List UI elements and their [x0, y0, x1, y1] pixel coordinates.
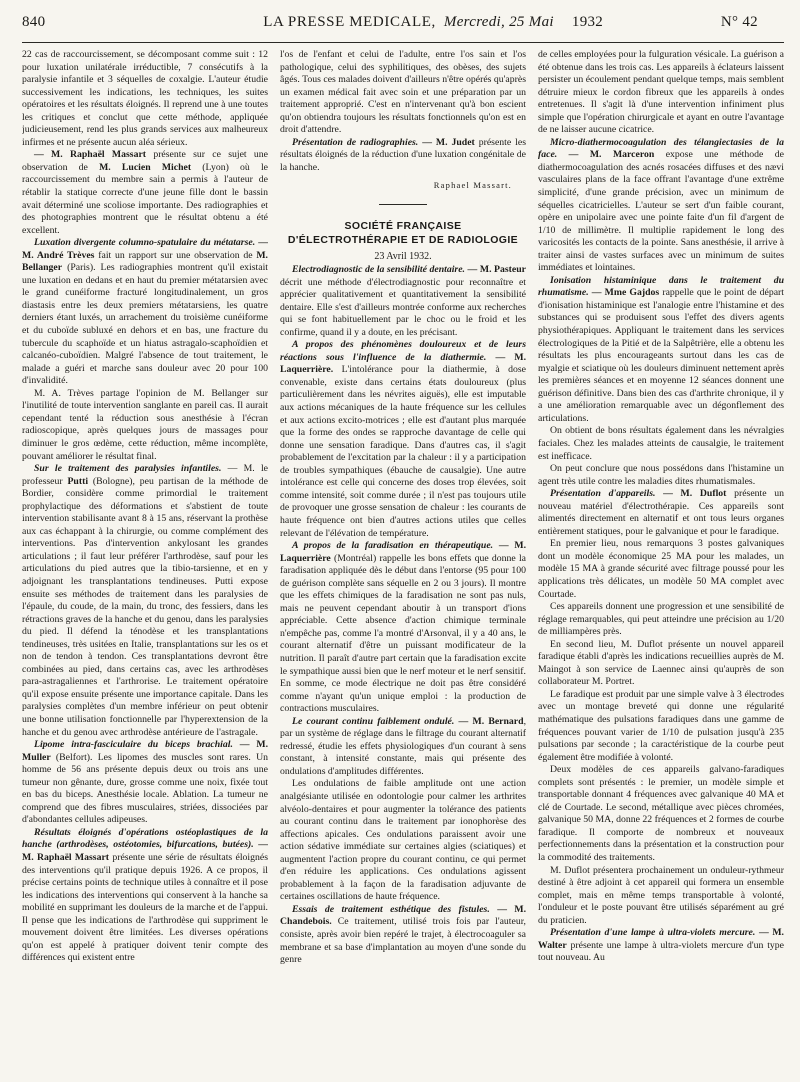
paragraph: Résultats éloignés d'opérations ostéoplastiques de la hanche (arthrodèses, ostéotomies, bifurcations, butées). — M. Raphaël Massart présente une série de résultats éloignés des interventions qu'il pratique depuis 1926. A ce propos, il précise certains points de technique utiles à connaître et il pose les indications des interventions qui conservent à la hanche sa mobilité en supprimant les douleurs de la marche et de l'appui. Il pense que les indications de l'arthrodèse qui suppriment le mouvement doivent être limitées. Les diverses opérations qu'on est appelé à pratiquer doivent tenir compte des différences qui existent entre — [22, 826, 268, 964]
section-heading: Résultats éloignés d'opérations ostéoplastiques de la hanche (arthrodèses, ostéotomies, bifurcations, butées). — [22, 826, 268, 851]
paragraph: En second lieu, M. Duflot présente un nouvel appareil faradique établi d'après les indications recueillies auprès de M. Maingot à son service de Laennec ainsi qu'auprès de son collaborateur M. Portret. — [538, 638, 784, 688]
section-heading: Ionisation histaminique dans le traitement du rhumatisme. — [538, 274, 784, 299]
issue-date: Mercredi, 25 Mai — [443, 14, 554, 30]
speaker-name: — Mme Gajdos — [588, 287, 660, 299]
speaker-name: — M. Pasteur — [465, 264, 526, 276]
meeting-date: 23 Avril 1932. — [374, 251, 432, 263]
section-heading: Lipome intra-fasciculaire du biceps brachial. — [34, 739, 233, 751]
speaker-name: — M. Chandebois. — [280, 903, 526, 928]
section-heading: A propos de la faradisation en thérapeutique. — [292, 540, 494, 552]
section-heading: Luxation divergente columno-spatulaire du métatarse. — [34, 237, 256, 249]
journal-title: LA PRESSE MEDICALE, — [263, 14, 436, 30]
paragraph: A propos de la faradisation en thérapeutique. — M. Laquerrière (Montréal) rappelle les bons effets que donne la faradisation appliquée dès le début dans l'entorse (95 pour 100 de guérison complète sans séquelle en 2 ou 3 jours). Il montre que les effets chimiques de la faradisation ne sont pas nuls, mais ne peuvent cependant aboutir à un transport d'ions appréciable. Cette absence d'action chimique terminale n'empêche pas, comme l'a montré d'Arsonval, il y a 40 ans, le courant alternatif d'être un puissant modificateur de la nutrition. Il paraît d'autre part certain que la faradisation excite le sympathique aussi bien que le nerf moteur et le nerf sensitif. En somme, ce mode électrique ne doit pas être considéré comme n'ayant qu'un unique emploi : la production de contractions musculaires. — [280, 540, 526, 715]
paragraph: l'os de l'enfant et celui de l'adulte, entre l'os sain et l'os pathologique, celui des syphilitiques, des obèses, des sujets âgés. Tous ces malades doivent d'ailleurs n'être opérés qu'après un examen médical fait avec soin et une préparation par un traitement approprié. C'est en n'intervenant qu'à bon escient qu'on obtiendra toujours les résultats fonctionnels qu'on est en droit d'attendre. — [280, 49, 526, 136]
paragraph: Lipome intra-fasciculaire du biceps brachial. — M. Muller (Belfort). Les lipomes des muscles sont rares. Un homme de 56 ans présente depuis deux ou trois ans une tumeur non gênante, dure, grosse comme une noix, fixée tout en bas du biceps. Anesthésie locale. Ablation. La tumeur ne comprend que des fibres musculaires, striées, dissociées par d'abondantes cellules adipeuses. — [22, 739, 268, 826]
column-3 — [538, 49, 784, 1071]
paragraph: Présentation de radiographies. — M. Judet présente les résultats éloignés de la réduction d'une luxation congénitale de la hanche. — [280, 136, 526, 173]
running-head — [22, 14, 784, 36]
paragraph: 22 cas de raccourcissement, se décomposant comme suit : 12 pour luxation unilatérale irréductible, 7 consécutifs à la paralysie infantile et 3 séquelles de coxalgie. L'auteur étudie successivement les indications, les techniques, les suites opératoires et les résultats éloignés. Il reprend une à une toutes les critiques et conclut que cette méthode, appliquée judicieusement, rend les plus grands services aux malheureux infirmes et ne présente aucun aléa sérieux. — [22, 49, 268, 148]
paragraph: Deux modèles de ces appareils galvano-faradiques complets sont présentés : le premier, un modèle simple et transportable donnant 4 fréquences avec galvanique 40 MA et clé de Courtade. Le second, métallique avec pièces chromées, galvanique 50 MA, donne 22 fréquences et 2 formes de courbe faradique. Il comporte de nombreux et nouveaux perfectionnements dans la présentation et la construction pour la commodité des traitements. — [538, 764, 784, 863]
paragraph: Luxation divergente columno-spatulaire du métatarse. — M. André Trèves fait un rapport sur une observation de M. Bellanger (Paris). Les radiographies montrent qu'il existait une luxation en dedans et en haut du premier métatarsien avec le grand cunéiforme fracturé longitudinalement, un gros diastasis entre les deux premiers métatarsiens, les quatre derniers étant luxés, un arrachement du troisième cunéiforme et du cuboïde subluxé en dehors et en bas, une fracture du tubercule du scaphoïde et un hiatus astragalo-scaphoïdien et calcanéo-cuboïdien. Malgré l'absence de tout traitement, le malade a guéri et marche sans douleur avec 20 pour 100 d'invalidité. — [22, 237, 268, 387]
issue-year: 1932 — [571, 14, 604, 30]
paragraph: Le faradique est produit par une simple valve à 3 électrodes avec un montage breveté qui donne une régularité mathématique des pulsations faradiques dans une gamme de fréquences pouvant varier de 1/10 de pulsation jusqu'à 235 pulsations par seconde ; la caractéristique de la courbe peut également être modifiée à volonté. — [538, 688, 784, 763]
speaker-name: — M. Walter — [538, 927, 784, 951]
speaker-name: — M. Raphaël Massart — [22, 839, 268, 863]
section-heading: Electrodiagnostic de la sensibilité dentaire. — [292, 264, 465, 276]
speaker-name: — M. Bernard — [454, 715, 524, 727]
section-divider — [379, 204, 427, 205]
report-signature: Raphael Massart. — [433, 180, 512, 191]
paragraph: A propos des phénomènes douloureux et de leurs réactions sous l'influence de la diathermie. — M. Laquerrière. L'intolérance pour la diathermie, à dose convenable, existe dans certains états douloureux (plus particulièrement dans les névrites aiguës), elle est imputable aux actions mécaniques de la haute fréquence sur les cellules et aux actions excito-motrices ; elle est d'autant plus marquée que la forme des ondes se rapproche davantage de celle qui donne une sensation faradique. Dans d'autres cas, il s'agit probablement de l'excitation par la chaleur : il y a participation de troubles sympathiques (ébauche de causalgie). Une autre intolérance est celle qui concerne des doses trop élevées, soit comme intensité, soit comme durée ; il n'est pas toujours utile de provoquer une grosse sensation de chaleur : les courants de haute fréquence ont bien d'autres actions utiles que celles relevant de l'élévation de température. — [280, 339, 526, 539]
paragraph: Essais de traitement esthétique des fistules. — M. Chandebois. Ce traitement, utilisé trois fois par l'auteur, consiste, après avoir bien repéré le trajet, à électrocoaguler sa membrane et sa base d'implantation au moyen d'une sonde du genre — [280, 903, 526, 966]
section-heading: Le courant continu faiblement ondulé. — [292, 715, 455, 727]
section-heading: A propos des phénomènes douloureux et de leurs réactions sous l'influence de la diathermie. — [280, 339, 526, 363]
paragraph: En premier lieu, nous remarquons 3 postes galvaniques dont un modèle économique 25 MA pour les malades, un modèle 15 MA à grande sécurité avec filtrage poussé pour les applications très délicates, un modèle 50 MA complet avec Courtade. — [538, 538, 784, 600]
paragraph: Sur le traitement des paralysies infantiles. — M. le professeur Putti (Bologne), peu partisan de la méthode de Bordier, considère comme primordial le traitement prophylactique des déformations et s'abstient de toute intervention stabilisante avant 8 à 15 ans, réservant la prothèse aux cas échappant à la chirurgie, ou comme complément des interventions. Pas d'intervention ankylosant les grandes articulations ; il faut leur préférer l'arthrodèse, sauf pour les articulations du pied autres que la tibio-tarsienne, et en y adjoignant les transplantations tendineuses. Putti expose ensuite ses méthodes de traitement dans les paralysies de l'épaule, du coude, de la main, du tronc, des fessiers, dans les rétractions graves de la hanche et du genou, dans les paralysies du pied. Il défend la ténodèse et les transplantations tendineuses, très usitées en Italie, transplantations sur les os et non de tendon à tendon. Ces transplantations devront être combinées au pied, dans certains cas, avec les arthrodèses para-astragaliennes et l'arthrorise. Le traitement opératoire qu'il expose ensuite présente une importance capitale. Dans les paralysies complètes d'un membre inférieur on peut obtenir une bonne utilisation fonctionnelle par l'hyperextension de la hanche et du genou avec arthrodèse antérieure de l'astragale. — [22, 463, 268, 738]
issue-number: N° 42 — [720, 14, 758, 30]
speaker-name: — M. Duflot — [655, 488, 727, 500]
speaker-name: — M. Judet — [418, 136, 475, 148]
paragraph: On peut conclure que nous possédons dans l'histamine un agent très utile contre les maladies dites rhumatismales. — [538, 463, 784, 487]
paragraph: M. A. Trèves partage l'opinion de M. Bellanger sur l'inutilité de toute intervention sanglante en pareil cas. Il aurait cependant tenté la réduction sous anesthésie à l'écran radioscopique, après quelques jours de massages pour diminuer le gros œdème, cette réduction, même incomplète, pouvant améliorer le résultat final. — [22, 387, 268, 462]
speaker-name: — M. André Trèves — [22, 237, 268, 261]
section-heading: Sur le traitement des paralysies infantiles. — [34, 463, 222, 475]
society-heading: SOCIÉTÉ FRANÇAISE D'ÉLECTROTHÉRAPIE ET DE RADIOLOGIE — [287, 220, 519, 247]
paragraph: On obtient de bons résultats également dans les névralgies faciales. Chez les malades atteints de causalgie, le traitement est inefficace. — [538, 425, 784, 462]
author-name: M. Bellanger — [22, 249, 268, 274]
speaker-name: — M. Muller — [22, 739, 268, 763]
speaker-name: Putti — [67, 475, 89, 487]
column-1 — [22, 49, 268, 1071]
paragraph: — M. Raphaël Massart présente sur ce sujet une observation de M. Lucien Michet (Lyon) où le raccourcissement du membre sain a permis à l'auteur de rétablir la statique correcte d'une jeune fille dont le bassin avait déterminé une scoliose importante. Des radiographies et des photographies montrent que le résultat obtenu a été excellent. — [22, 149, 268, 236]
journal-masthead — [45, 14, 721, 31]
section-heading: Micro-diathermocoagulation des télangiectasies de la face. — [538, 136, 784, 161]
author-name: M. Lucien Michet — [99, 161, 192, 173]
column-2 — [280, 49, 526, 1071]
paragraph: Ces appareils donnent une progression et une sensibilité de réglage remarquables, qui peut atteindre une précision au 1/20 de milliampères près. — [538, 601, 784, 638]
paragraph: Le courant continu faiblement ondulé. — M. Bernard, par un système de réglage dans le filtrage du courant alternatif redressé, étudie les effets physiologiques d'un courant à sens constant, à intensité constante, mais qui présente des ondulations d'amplitudes différentes. — [280, 715, 526, 777]
paragraph: Les ondulations de faible amplitude ont une action analgésiante utilisée en odontologie pour calmer les arthrites alvéolo-dentaires et pour augmenter la tolérance des patients au courant continu dans le traitement par ionophorèse des affections apicales. Ces ondulations paraissent avoir une action sédative immédiate sur certaines algies (sciatiques) et augmentent l'action propre du courant continu, ce qui permet d'en réduire les applications. Ces ondulations agissent probablement à la façon de la faradisation adjuvante de certaines oscillations de haute fréquence. — [280, 778, 526, 903]
section-heading: Présentation d'une lampe à ultra-violets mercure. — [550, 927, 756, 939]
paragraph: Electrodiagnostic de la sensibilité dentaire. — M. Pasteur décrit une méthode d'électrodiagnostic pour reconnaître et apprécier qualitativement et quantitativement la sensibilité dentaire. Elle s'est d'ailleurs montrée conforme aux recherches qui se font habituellement par le choc ou le froid et les confirme, quand il y a doute, en les précisant. — [280, 264, 526, 338]
paragraph: Présentation d'une lampe à ultra-violets mercure. — M. Walter présente une lampe à ultra-violets mercure d'un type tout nouveau. Au — [538, 927, 784, 964]
section-heading: Présentation de radiographies. — [292, 136, 419, 148]
section-heading: Présentation d'appareils. — [550, 488, 656, 500]
speaker-name: — M. Laquerrière. — [280, 351, 526, 376]
speaker-name: — M. Laquerrière — [280, 540, 526, 564]
header-rule — [22, 42, 784, 43]
section-heading: Essais de traitement esthétique des fistules. — [292, 903, 490, 915]
paragraph: M. Duflot présentera prochainement un onduleur-rythmeur destiné à être adjoint à cet appareil qui formera un ensemble complet, mais en même temps transportable à volonté, l'onduleur et le poste pouvant être utilisés séparément au gré du praticien. — [538, 864, 784, 926]
page-number: 840 — [22, 14, 46, 30]
paragraph: Ionisation histaminique dans le traitement du rhumatisme. — Mme Gajdos rappelle que le point de départ d'ionisation histaminique est l'analogie entre l'histamine et des substances qui se produisent sous l'effet des divers agents physiothérapiques. Appliquant le traitement dans les services électrologiques de la Pitié et de la Salpêtrière, elle a obtenu les résultats les plus encourageants surtout dans les cas de myalgie et sciatique où les douleurs diminuent nettement après les premières séances et en moyenne 12 séances donnent une guérison définitive. Dans bien des cas d'arthrite chronique, il y a une amélioration remarquable avec un dégonflement des articulations. — [538, 274, 784, 424]
paragraph: de celles employées pour la fulguration vésicale. La guérison a été obtenue dans les trois cas. Les appareils à éclateurs laissent persister un écoulement pendant quelque temps, mais semblent détruire mieux le cordon fibreux que les appareils à ondes entretenues. Il s'agit là d'une intervention infiniment plus simple que l'opération chirurgicale et ayant en outre l'avantage de ne laisser aucune cicatrice. — [538, 49, 784, 136]
paragraph: Micro-diathermocoagulation des télangiectasies de la face. — M. Marceron expose une méthode de diathermocoagulation des acnés rosacées diffuses et des nævi vasculaires plans de la face offrant l'avantage d'une extrême simplicité, d'une grande précision, avec un minimum de séquelles cicatricielles. L'auteur se sert d'un faible courant, opère en unipolaire avec une pointe faite d'un fil d'argent de 1/10 de millimètre. Il multiplie rapidement le long des varicosités les contacts de la pointe. Sans anesthésie, il arrive à traiter ainsi de vastes surfaces avec un minimum de suites immédiates et lointaines. — [538, 136, 784, 274]
article-columns — [22, 49, 784, 1071]
speaker-name: — M. Raphaël Massart — [34, 149, 147, 161]
speaker-name: — M. Marceron — [557, 149, 655, 161]
paragraph: Présentation d'appareils. — M. Duflot présente un nouveau matériel d'électrothérapie. Ces appareils sont alimentés directement en alternatif et ont tous leurs organes entièrement statiques, pour le galvanique et pour le faradique. — [538, 488, 784, 537]
